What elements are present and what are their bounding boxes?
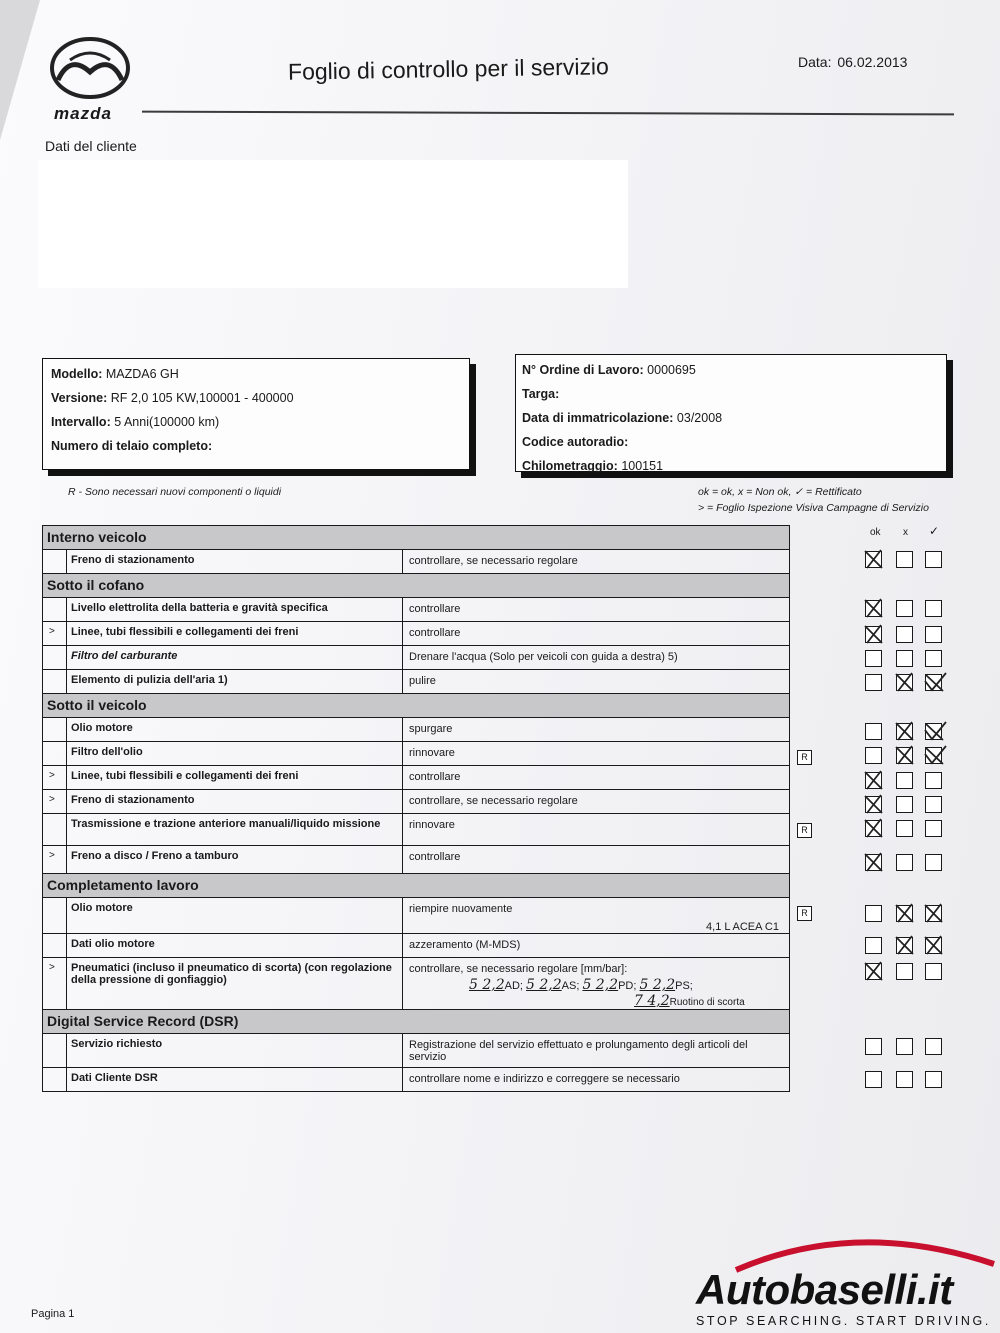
table-row: > Linee, tubi flessibili e collegamenti dei freni controllare xyxy=(43,766,790,790)
chassis-line: Numero di telaio completo: xyxy=(51,439,213,453)
status-checkbox[interactable] xyxy=(925,905,942,922)
table-row: Olio motore spurgare xyxy=(43,718,790,742)
status-checkbox[interactable] xyxy=(896,820,913,837)
table-row: Freno di stazionamento controllare, se necessario regolare xyxy=(43,550,790,574)
redacted-client-data xyxy=(38,160,628,288)
status-checkbox[interactable] xyxy=(865,820,882,837)
brand-tagline: STOP SEARCHING. START DRIVING. xyxy=(696,1314,991,1328)
table-row: Elemento di pulizia dell'aria 1) pulire xyxy=(43,670,790,694)
client-section-label: Dati del cliente xyxy=(45,138,137,154)
status-checkbox[interactable] xyxy=(925,963,942,980)
status-checkbox[interactable] xyxy=(896,674,913,691)
status-checkbox[interactable] xyxy=(865,626,882,643)
status-checkbox[interactable] xyxy=(925,854,942,871)
cross-mark-icon xyxy=(894,744,916,766)
mazda-logo-icon xyxy=(48,36,132,102)
status-checkbox[interactable] xyxy=(896,650,913,667)
status-checkbox[interactable] xyxy=(865,1071,882,1088)
status-checkbox[interactable] xyxy=(896,796,913,813)
status-checkbox[interactable] xyxy=(865,650,882,667)
date-value: 06.02.2013 xyxy=(837,54,908,70)
legend-status: ok = ok, x = Non ok, ✓ = Rettificato > = Foglio Ispezione Visiva Campagne di Servizio xyxy=(698,486,929,514)
status-checkbox[interactable] xyxy=(925,551,942,568)
status-checkbox[interactable] xyxy=(896,854,913,871)
status-checkbox[interactable] xyxy=(865,963,882,980)
status-checkbox[interactable] xyxy=(925,650,942,667)
column-check-header: ✓ xyxy=(929,524,940,538)
watermark-brand xyxy=(696,1228,996,1328)
cross-mark-icon xyxy=(894,720,916,742)
status-checkbox[interactable] xyxy=(865,674,882,691)
mileage-line: Chilometraggio: 100151 xyxy=(522,459,664,473)
table-row: > Freno a disco / Freno a tamburo controllare xyxy=(43,846,790,874)
order-info-box xyxy=(515,354,947,472)
status-checkbox[interactable] xyxy=(925,937,942,954)
header-divider xyxy=(142,111,954,116)
status-checkbox[interactable] xyxy=(896,723,913,740)
cross-mark-icon xyxy=(923,902,945,924)
cross-mark-icon xyxy=(863,851,885,873)
tick-mark-icon xyxy=(923,671,947,693)
status-checkbox[interactable] xyxy=(865,747,882,764)
status-checkbox[interactable] xyxy=(865,551,882,568)
table-row: > Linee, tubi flessibili e collegamenti dei freni controllare xyxy=(43,622,790,646)
status-checkbox[interactable] xyxy=(925,747,942,764)
section-header: Completamento lavoro xyxy=(43,874,790,898)
tyre-pressures: 5 2,2AD; 5 2,2AS; 5 2,2PD; 5 2,2PS; xyxy=(469,977,693,993)
r-flag-oil-filter: R xyxy=(797,750,812,765)
table-row: Dati olio motore azzeramento (M-MDS) xyxy=(43,934,790,958)
cross-mark-icon xyxy=(863,623,885,645)
registration-line: Data di immatricolazione: 03/2008 xyxy=(522,411,723,425)
page-number: Pagina 1 xyxy=(31,1308,75,1320)
cross-mark-icon xyxy=(894,934,916,956)
table-row: Filtro dell'olio rinnovare xyxy=(43,742,790,766)
status-checkbox[interactable] xyxy=(896,600,913,617)
status-checkbox[interactable] xyxy=(925,772,942,789)
status-checkbox[interactable] xyxy=(925,1071,942,1088)
brand-name: Autobaselli.it xyxy=(696,1266,953,1313)
column-ok-header: ok xyxy=(870,527,881,538)
cross-mark-icon xyxy=(894,671,916,693)
tick-mark-icon xyxy=(923,720,947,742)
status-checkbox[interactable] xyxy=(925,723,942,740)
checklist-table xyxy=(42,525,790,1092)
table-row: Livello elettrolita della batteria e gravità specifica controllare xyxy=(43,598,790,622)
status-checkbox[interactable] xyxy=(896,1038,913,1055)
cross-mark-icon xyxy=(863,960,885,982)
status-checkbox[interactable] xyxy=(865,772,882,789)
cross-mark-icon xyxy=(863,548,885,570)
status-checkbox[interactable] xyxy=(865,1038,882,1055)
interval-line: Intervallo: 5 Anni(100000 km) xyxy=(51,415,220,429)
spare-tyre-pressure: 7 4,2Ruotino di scorta xyxy=(634,993,745,1009)
status-checkbox[interactable] xyxy=(925,674,942,691)
status-checkbox[interactable] xyxy=(865,905,882,922)
table-row: > Freno di stazionamento controllare, se necessario regolare xyxy=(43,790,790,814)
cross-mark-icon xyxy=(863,769,885,791)
version-line: Versione: RF 2,0 105 KW,100001 - 400000 xyxy=(51,391,294,405)
status-checkbox[interactable] xyxy=(896,905,913,922)
section-header: Digital Service Record (DSR) xyxy=(43,1010,790,1034)
page-title: Foglio di controllo per il servizio xyxy=(287,53,610,85)
mazda-logo xyxy=(48,36,132,124)
status-checkbox[interactable] xyxy=(925,1038,942,1055)
folded-corner xyxy=(0,0,40,140)
cross-mark-icon xyxy=(863,597,885,619)
tick-mark-icon xyxy=(923,744,947,766)
r-flag-transmission: R xyxy=(797,823,812,838)
table-row: > Pneumatici (incluso il pneumatico di scorta) (con regolazione della pressione di gonfiaggio) controllare, se necessario regolare [mm/bar]: 5 2,2AD; 5 2,2AS; 5 2,2PD; 5 2,2PS; 7 4,2Ruotino di scorta xyxy=(43,958,790,1010)
status-checkbox[interactable] xyxy=(865,796,882,813)
table-row: Olio motore riempire nuovamente 4,1 L ACEA C1 xyxy=(43,898,790,934)
status-checkbox[interactable] xyxy=(896,937,913,954)
status-checkbox[interactable] xyxy=(865,600,882,617)
date-label: Data: xyxy=(798,54,832,70)
legend-r: R - Sono necessari nuovi componenti o liquidi xyxy=(68,486,282,498)
status-checkbox[interactable] xyxy=(896,747,913,764)
status-checkbox[interactable] xyxy=(896,551,913,568)
table-row: Dati Cliente DSR controllare nome e indirizzo e correggere se necessario xyxy=(43,1068,790,1092)
r-flag-oil-refill: R xyxy=(797,906,812,921)
cross-mark-icon xyxy=(894,902,916,924)
status-checkbox[interactable] xyxy=(925,600,942,617)
section-header: Sotto il cofano xyxy=(43,574,790,598)
section-header: Sotto il veicolo xyxy=(43,694,790,718)
order-number-line: N° Ordine di Lavoro: 0000695 xyxy=(522,363,696,377)
vehicle-info-box xyxy=(42,358,470,470)
plate-line: Targa: xyxy=(522,387,560,401)
status-checkbox[interactable] xyxy=(896,1071,913,1088)
status-checkbox[interactable] xyxy=(865,854,882,871)
document-date xyxy=(798,54,907,70)
status-checkbox[interactable] xyxy=(925,820,942,837)
cross-mark-icon xyxy=(923,934,945,956)
status-checkbox[interactable] xyxy=(896,963,913,980)
status-checkbox[interactable] xyxy=(896,772,913,789)
status-checkbox[interactable] xyxy=(865,937,882,954)
column-x-header: x xyxy=(903,527,908,538)
status-checkbox[interactable] xyxy=(865,723,882,740)
section-header: Interno veicolo xyxy=(43,526,790,550)
table-row: Servizio richiesto Registrazione del servizio effettuato e prolungamento degli articoli del servizio xyxy=(43,1034,790,1068)
table-row: Filtro del carburante Drenare l'acqua (Solo per veicoli con guida a destra) 5) xyxy=(43,646,790,670)
table-row: Trasmissione e trazione anteriore manuali/liquido missione rinnovare xyxy=(43,814,790,846)
cross-mark-icon xyxy=(863,817,885,839)
status-checkbox[interactable] xyxy=(925,626,942,643)
logo-wordmark: mazda xyxy=(54,104,112,123)
cross-mark-icon xyxy=(863,793,885,815)
status-checkbox[interactable] xyxy=(925,796,942,813)
model-line: Modello: MAZDA6 GH xyxy=(51,367,179,381)
status-checkbox[interactable] xyxy=(896,626,913,643)
radio-code-line: Codice autoradio: xyxy=(522,435,629,449)
